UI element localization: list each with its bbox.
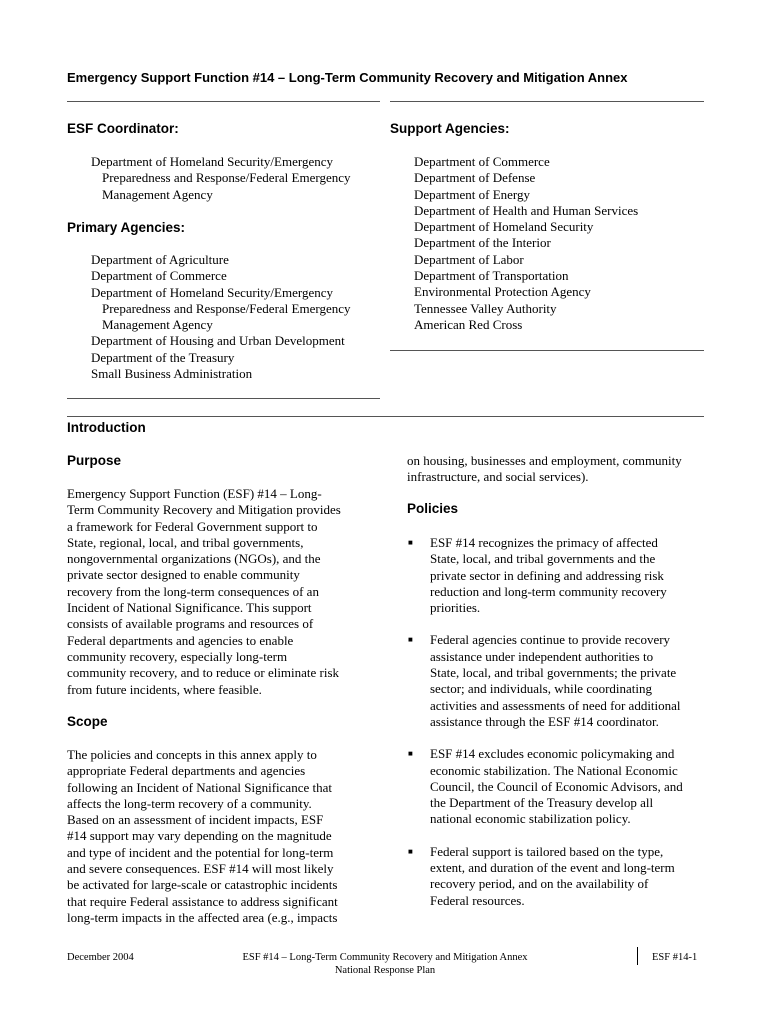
support-agencies-list	[414, 154, 704, 333]
primary-agencies-list	[91, 252, 386, 382]
coordinator-list	[91, 154, 386, 203]
introduction-rule	[67, 416, 704, 417]
bullet-icon: ■	[408, 538, 413, 547]
list-item: Department of Commerce	[91, 268, 227, 284]
footer-date: December 2004	[67, 952, 134, 963]
document-title: Emergency Support Function #14 – Long-Term Community Recovery and Mitigation Annex	[67, 70, 628, 85]
policies-heading: Policies	[407, 501, 459, 516]
scope-heading: Scope	[67, 714, 108, 729]
scope-continued-paragraph: on housing, businesses and employment, community infrastructure, and social services).	[407, 453, 682, 485]
list-item: Department of Housing and Urban Development	[91, 333, 345, 349]
bullet-icon: ■	[408, 635, 413, 645]
list-item: Department of the Interior	[414, 235, 551, 251]
list-item: ■ Federal support is tailored based on the type, extent, and duration of the event and long-term recovery period, and on the availability of Federal resources.	[408, 843, 675, 908]
footer-divider	[637, 947, 638, 965]
footer-center: ESF #14 – Long-Term Community Recovery and Mitigation Annex National Response Plan	[242, 952, 528, 976]
support-agencies-heading: Support Agencies:	[390, 121, 510, 136]
purpose-heading: Purpose	[67, 453, 122, 468]
bullet-icon: ■	[408, 749, 413, 759]
list-item: Department of Health and Human Services	[414, 202, 639, 218]
primary-agencies-heading: Primary Agencies:	[67, 220, 186, 235]
list-item: American Red Cross	[414, 316, 523, 332]
scope-paragraph: The policies and concepts in this annex apply to appropriate Federal departments and agencies following an Incident of National Significance that affects the long-term recovery of a community. Based on an assessment of incident impacts, ESF #14 support may vary depending on the magnitude and type of incident and the potential for long-term and severe consequences. ESF #14 will most likely be activated for large-scale or catastrophic incidents that require Federal assistance to address significant long-term impacts in the affected area (e.g., impacts	[67, 747, 338, 925]
list-item: ■ Federal agencies continue to provide recovery assistance under independent authorities to State, local, and tribal governments; the private sector; and individuals, while coordinating activities and assessments of need for additional assistance through the ESF #14 coordinator.	[408, 632, 681, 729]
coordinator-line: Department of Homeland Security/Emergency Preparedness and Response/Federal Emergency Management Agency	[91, 154, 351, 202]
policies-list	[408, 535, 708, 909]
introduction-heading: Introduction	[67, 420, 146, 435]
list-item: Department of Homeland Security	[414, 219, 594, 235]
list-item: Department of Transportation	[414, 268, 569, 284]
list-item: Department of the Treasury	[91, 349, 235, 365]
header-rule-right	[390, 101, 704, 102]
list-item: Department of Homeland Security/Emergency Preparedness and Response/Federal Emergency Management Agency	[91, 284, 351, 333]
list-item: Department of Defense	[414, 170, 536, 186]
list-item: Environmental Protection Agency	[414, 284, 591, 300]
esf-coordinator-heading: ESF Coordinator:	[67, 121, 179, 136]
list-item: Small Business Administration	[91, 366, 253, 382]
header-rule-left	[67, 101, 380, 102]
bullet-icon: ■	[408, 846, 413, 856]
list-item: Department of Agriculture	[91, 252, 229, 267]
agencies-rule-left	[67, 398, 380, 399]
list-item: Department of Commerce	[414, 154, 550, 169]
purpose-paragraph: Emergency Support Function (ESF) #14 – Long- Term Community Recovery and Mitigation provides a framework for Federal Government support to State, regional, local, and tribal governments, nongovernmental organizations (NGOs), and the private sector designed to enable community recovery from the long-term consequences of an Incident of National Significance. This support consists of available programs and resources of Federal departments and agencies to enable community recovery, especially long-term community recovery, and to reduce or eliminate risk from future incidents, where feasible.	[67, 486, 341, 697]
list-item: Tennessee Valley Authority	[414, 300, 557, 316]
list-item: Department of Labor	[414, 251, 524, 267]
footer-page-number: ESF #14-1	[652, 952, 698, 963]
agencies-rule-right	[390, 350, 704, 351]
list-item: ■ ESF #14 excludes economic policymaking and economic stabilization. The National Economic Council, the Council of Economic Advisors, and the Department of the Treasury develop all national economic stabilization policy.	[408, 746, 683, 827]
list-item: Department of Energy	[414, 186, 530, 202]
list-item: ■ ESF #14 recognizes the primacy of affected State, local, and tribal governments and the private sector in defining and addressing risk reduction and long-term community recovery priorities.	[408, 535, 667, 616]
